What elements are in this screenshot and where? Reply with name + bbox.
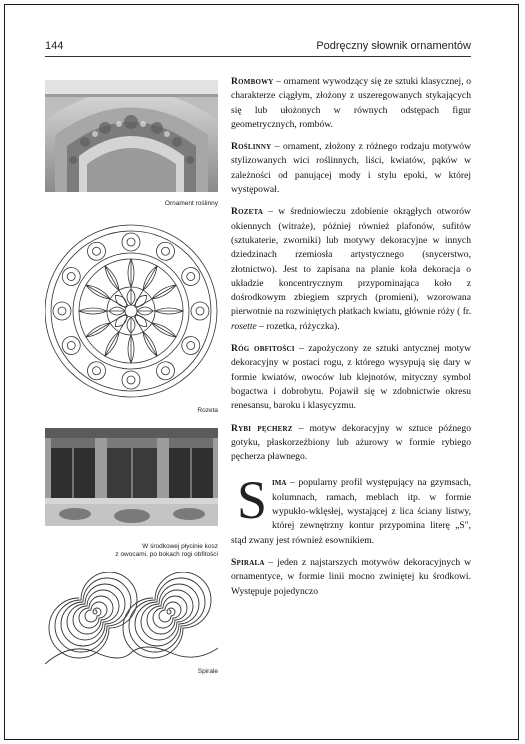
figure-caption: Spirale bbox=[197, 668, 218, 675]
entry-term: ima bbox=[272, 477, 287, 489]
caption-line: W środkowej płycinie kosz bbox=[142, 543, 218, 550]
entry-text: – w średniowieczu zdobienie okrągłych otworów okiennych (witraże), później również plafonów, sufitów (sztukaterie, zworniki) lub motywy dekoracyjne w innych dziedzinach rzemiosła artystycznego (snycerstwo, złotnictwo). Jest to zapisana na planie koła dekoracja o układzie koncentrycznym przypominająca koło z dośrodkowym zbiegiem szprych (promieni), wzorowana pierwotnie na rozwiniętych płatkach kwiatu, głównie róży ( fr. bbox=[231, 206, 471, 318]
running-title: Podręczny słownik ornamentów bbox=[316, 40, 471, 52]
entry-text: – zapożyczony ze sztuki antycznej motyw dekoracyjny w postaci rogu, z którego wysypują się dary w formie kwiatów, owoców lub klejnotów, mityczny symbol bogactwa i dobrobytu. Pojawił się w zdobnictwie okresu renesansu, baroku i klasycyzmu. bbox=[231, 343, 471, 412]
entry-term: Róg obfitości bbox=[231, 343, 295, 355]
figure-caption: Rozeta bbox=[197, 407, 218, 414]
figure-caption: Ornament roślinny bbox=[164, 200, 218, 207]
entry-sima bbox=[231, 470, 471, 547]
entry-text: – rozetka, różyczka). bbox=[256, 320, 340, 332]
carved-arch-photo bbox=[45, 80, 218, 192]
rose-window-drawing bbox=[45, 217, 218, 407]
spiral-drawing bbox=[45, 572, 218, 666]
entry-roslinny bbox=[231, 140, 471, 197]
page-number: 144 bbox=[45, 40, 64, 52]
entry-rybi-pecherz bbox=[231, 422, 471, 465]
entry-rog-obfitosci bbox=[231, 342, 471, 413]
bay-window-photo bbox=[45, 428, 218, 540]
entry-text: – ornament wywodzący się ze sztuki klasycznej, o charakterze ciągłym, złożony z uszeregowanych stykających się lub ułożonych w równych odstępach figur geometrycznych, rombów. bbox=[231, 76, 471, 130]
entry-term: Roślinny bbox=[231, 141, 272, 153]
dictionary-text bbox=[231, 75, 471, 607]
header-rule bbox=[45, 56, 471, 57]
entry-text: – popularny profil występujący na gzymsach, kolumnach, ramach, meblach itp. w formie wypukło-wklęsłej, wystającej z lica ściany listwy, której zewnętrzny kontur przypomina literę „S", stąd zwany jest również esownikiem. bbox=[231, 477, 471, 546]
caption-line: z owocami, po bokach rogi obfitości bbox=[115, 551, 218, 558]
entry-term: Spirala bbox=[231, 556, 265, 568]
entry-text: – motyw dekoracyjny w sztuce późnego gotyku, płaskorzeźbiony lub ażurowy w formie rybiego pęcherza pławnego. bbox=[231, 422, 472, 463]
entry-spirala bbox=[231, 556, 471, 599]
drop-cap: S bbox=[237, 470, 268, 531]
entry-term: Rozeta bbox=[231, 206, 264, 218]
entry-rombowy bbox=[231, 75, 471, 132]
entry-term: Rybi pęcherz bbox=[231, 422, 293, 434]
entry-term: Rombowy bbox=[231, 76, 274, 87]
entry-text: – ornament, złożony z różnego rodzaju motywów stylizowanych wici roślinnych, liści, kwiatów, pąków w zależności od panującej mody i stylu epoki, w której występował. bbox=[231, 141, 471, 196]
entry-text: – jeden z najstarszych motywów dekoracyjnych w ornamentyce, w formie linii mocno zwiniętej ku środkowi. Występuje pojedynczo bbox=[231, 556, 471, 597]
figure-caption bbox=[45, 543, 218, 559]
entry-italic: rosette bbox=[231, 320, 257, 332]
entry-rozeta bbox=[231, 205, 471, 334]
